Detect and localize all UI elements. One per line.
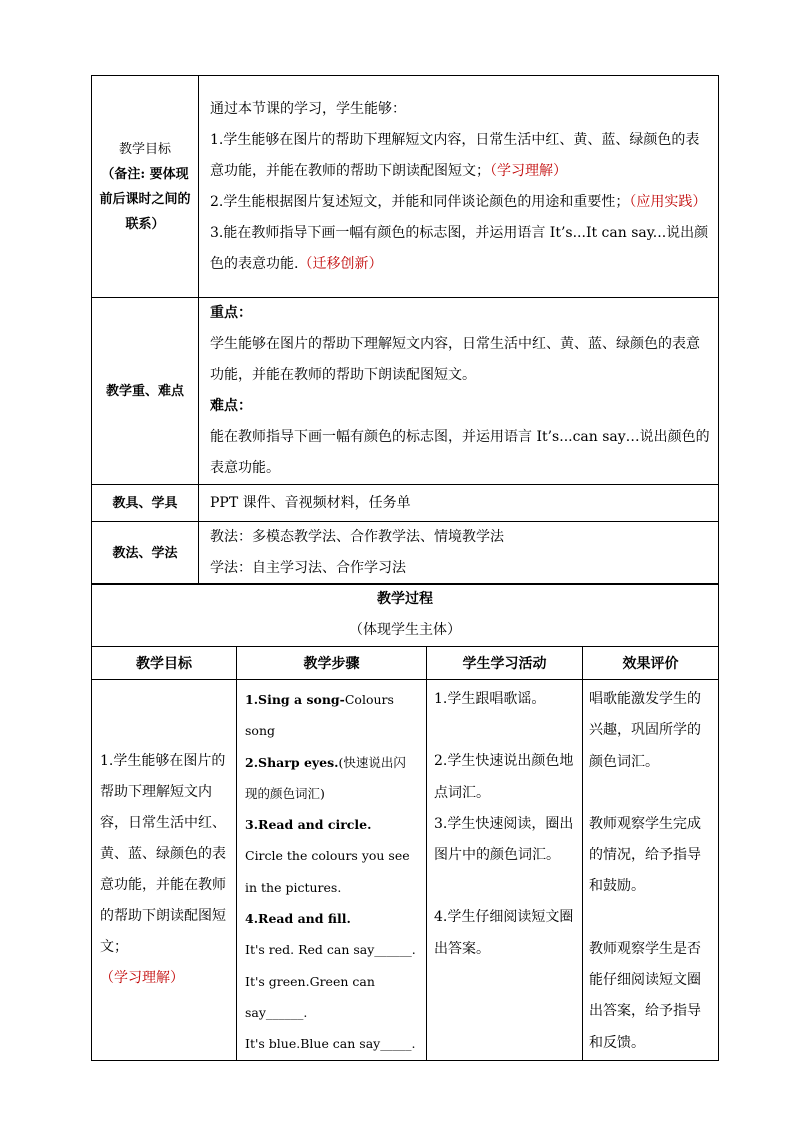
methods-label: 教法、学法 bbox=[92, 522, 199, 585]
goal-item-3-tag: （迁移创新） bbox=[298, 255, 383, 272]
process-title-row bbox=[92, 584, 719, 647]
evaluation-3: 教师观察学生是否能仔细阅读短文圈出答案，给予指导和反馈。 bbox=[589, 940, 701, 1051]
focus-label: 教学重、难点 bbox=[92, 298, 199, 485]
difficulty-label: 难点： bbox=[210, 398, 252, 414]
activity-1: 1.学生跟唱歌谣。 bbox=[434, 691, 546, 707]
goals-label-cell bbox=[92, 76, 199, 298]
process-evaluation-cell bbox=[583, 680, 719, 1061]
process-subtitle: （体现学生主体） bbox=[349, 622, 461, 638]
step-4-line-3: It's blue.Blue can say_____. bbox=[245, 1036, 416, 1052]
tools-label: 教具、学具 bbox=[92, 485, 199, 522]
process-header-row bbox=[92, 647, 719, 680]
header-steps: 教学步骤 bbox=[237, 647, 427, 680]
step-1-title: 1.Sing a song- bbox=[245, 692, 345, 707]
step-4-title: 4.Read and fill. bbox=[245, 911, 351, 927]
goal-item-1 bbox=[210, 125, 711, 187]
process-title-cell bbox=[92, 584, 719, 647]
goal-item-1-tag: （学习理解） bbox=[490, 162, 567, 179]
focus-row bbox=[92, 298, 719, 485]
step-1 bbox=[245, 684, 416, 747]
step-3-text: Circle the colours you see in the pictures. bbox=[245, 848, 410, 895]
activity-4: 4.学生仔细阅读短文圈出答案。 bbox=[434, 909, 574, 957]
process-content-row bbox=[92, 680, 719, 1061]
tools-row bbox=[92, 485, 719, 522]
header-goal: 教学目标 bbox=[92, 647, 237, 680]
tools-text: PPT 课件、音视频材料，任务单 bbox=[199, 485, 719, 522]
activity-2: 2.学生快速说出颜色地点词汇。 bbox=[434, 753, 574, 801]
methods-content bbox=[199, 522, 719, 585]
step-2-rest: (快速说出闪现的颜色词汇) bbox=[245, 754, 406, 801]
learning-methods: 学法：自主学习法、合作学习法 bbox=[210, 560, 406, 576]
lesson-info-table bbox=[91, 75, 719, 585]
goal-item-2-text: 2.学生能根据图片复述短文，并能和同伴谈论颜色的用途和重要性； bbox=[210, 193, 630, 210]
methods-row bbox=[92, 522, 719, 585]
step-1-rest: Colours song bbox=[245, 692, 394, 739]
goal-item-2 bbox=[210, 187, 711, 218]
goals-label: 教学目标 bbox=[118, 141, 171, 157]
step-2-title: 2.Sharp eyes. bbox=[245, 754, 339, 770]
step-2 bbox=[245, 747, 416, 810]
teaching-process-table bbox=[91, 583, 719, 1061]
step-4-line-1: It's red. Red can say______. bbox=[245, 942, 416, 958]
step-4-line-2: It's green.Green can say______. bbox=[245, 973, 375, 1020]
evaluation-2: 教师观察学生完成的情况，给予指导和鼓励。 bbox=[589, 815, 701, 895]
header-activities: 学生学习活动 bbox=[427, 647, 583, 680]
goals-content bbox=[199, 76, 719, 298]
process-goal-tag: （学习理解） bbox=[100, 969, 184, 986]
goal-item-1-text: 1.学生能够在图片的帮助下理解短文内容，日常生活中红、黄、蓝、绿颜色的表意功能，并能在教师的帮助下朗读配图短文； bbox=[210, 131, 700, 179]
goals-row bbox=[92, 76, 719, 298]
header-evaluation: 效果评价 bbox=[583, 647, 719, 680]
key-point-label: 重点： bbox=[210, 305, 252, 321]
process-goal-cell bbox=[92, 680, 237, 1061]
focus-content bbox=[199, 298, 719, 485]
teaching-methods: 教法：多模态教学法、合作教学法、情境教学法 bbox=[210, 529, 504, 545]
goals-intro: 通过本节课的学习，学生能够： bbox=[210, 100, 406, 117]
step-3-title: 3.Read and circle. bbox=[245, 817, 372, 833]
activity-3: 3.学生快速阅读，圈出图片中的颜色词汇。 bbox=[434, 815, 574, 864]
process-activities-cell bbox=[427, 680, 583, 1061]
process-title: 教学过程 bbox=[377, 591, 433, 607]
evaluation-1: 唱歌能激发学生的兴趣，巩固所学的颜色词汇。 bbox=[589, 691, 701, 770]
process-goal-text: 1.学生能够在图片的帮助下理解短文内容，日常生活中红、黄、蓝、绿颜色的表意功能，并能在教师的帮助下朗读配图短文； bbox=[100, 752, 226, 955]
goal-item-3 bbox=[210, 218, 711, 280]
process-steps-cell bbox=[237, 680, 427, 1061]
key-point-text: 学生能够在图片的帮助下理解短文内容，日常生活中红、黄、蓝、绿颜色的表意功能，并能在教师的帮助下朗读配图短文。 bbox=[210, 336, 700, 383]
difficulty-text: 能在教师指导下画一幅有颜色的标志图，并运用语言 It’s...can say…说出颜色的表意功能。 bbox=[210, 429, 710, 476]
goals-label-note: （备注: 要体现前后课时之间的联系） bbox=[99, 166, 191, 232]
goal-item-2-tag: （应用实践） bbox=[629, 193, 707, 210]
goal-item-3-text: 3.能在教师指导下画一幅有颜色的标志图，并运用语言 It’s...It can say...说出颜色的表意功能. bbox=[210, 224, 709, 272]
